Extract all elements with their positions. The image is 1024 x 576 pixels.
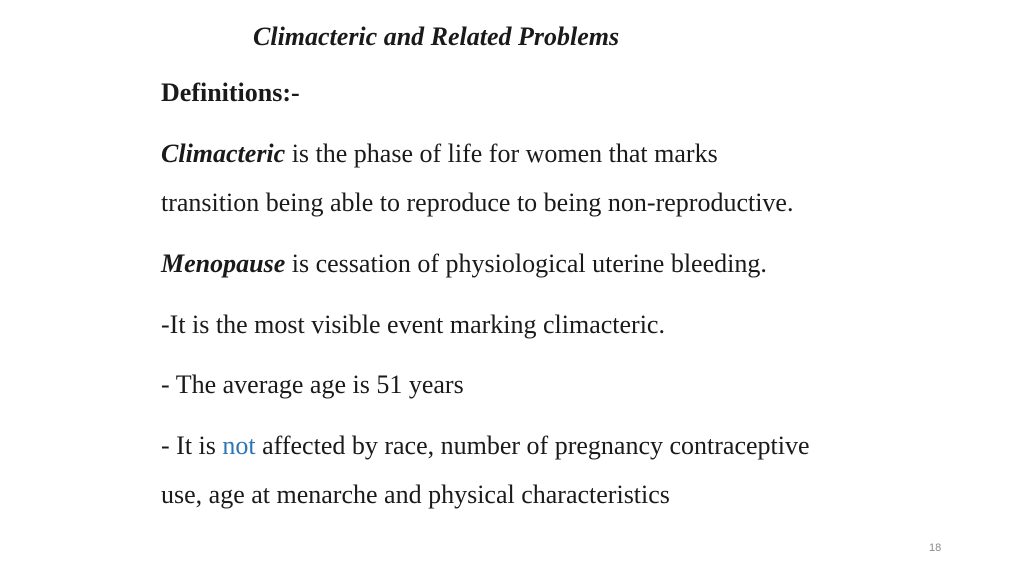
average-age-bullet: - The average age is 51 years xyxy=(161,370,464,399)
not-affected-text: affected by race, number of pregnancy contraceptive xyxy=(255,431,810,460)
not-affected-bullet-line-1 xyxy=(161,429,810,463)
climacteric-definition-line-2: transition being able to reproduce to being non-reproductive. xyxy=(161,188,794,217)
menopause-term: Menopause xyxy=(161,249,286,278)
climacteric-term: Climacteric xyxy=(161,139,286,168)
climacteric-definition-line-1 xyxy=(161,137,718,171)
not-highlight: not xyxy=(222,431,256,460)
slide-title: Climacteric and Related Problems xyxy=(253,22,620,51)
menopause-definition xyxy=(161,247,767,281)
visible-event-bullet: -It is the most visible event marking climacteric. xyxy=(161,310,665,339)
not-affected-prefix: - It is xyxy=(161,431,223,460)
definitions-heading: Definitions:- xyxy=(161,78,300,107)
page-number: 18 xyxy=(929,542,942,554)
menopause-definition-text: is cessation of physiological uterine bleeding. xyxy=(285,249,767,278)
not-affected-bullet-line-2: use, age at menarche and physical characteristics xyxy=(161,480,670,509)
climacteric-definition-text: is the phase of life for women that marks xyxy=(285,139,718,168)
